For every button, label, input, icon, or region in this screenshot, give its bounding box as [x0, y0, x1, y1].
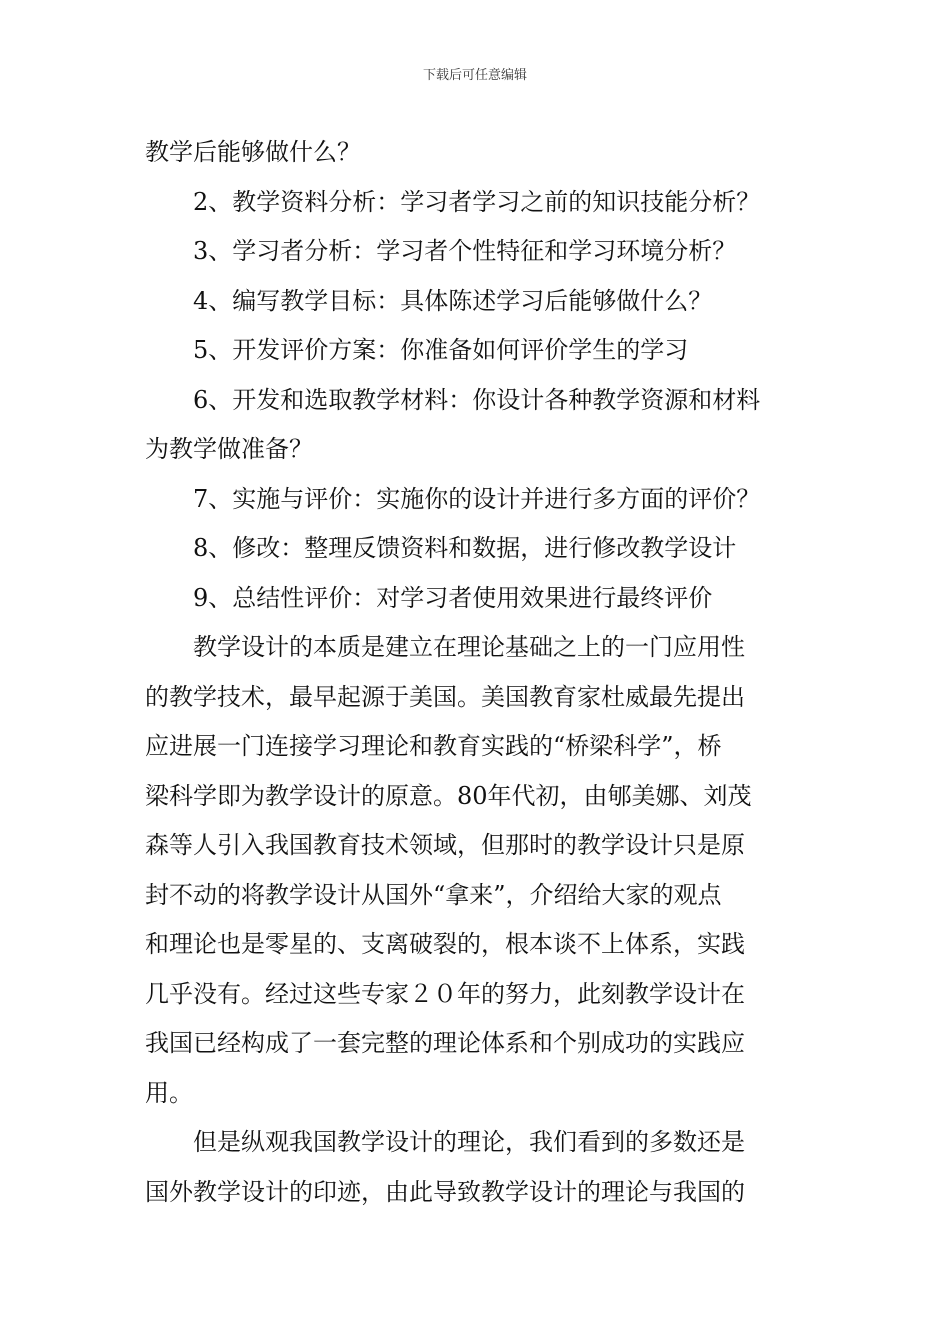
text-line: 2、教学资料分析：学习者学习之前的知识技能分析？	[193, 187, 761, 216]
text-line: 3、学习者分析：学习者个性特征和学习环境分析？	[193, 237, 737, 265]
text-line: 为教学做准备？	[145, 435, 313, 463]
text-line: 封不动的将教学设计从国外“拿来”，介绍给大家的观点	[145, 880, 722, 909]
text-line: 森等人引入我国教育技术领域，但那时的教学设计只是原	[145, 831, 745, 859]
page-header: 下载后可任意编辑	[422, 68, 527, 83]
text-line: 应进展一门连接学习理论和教育实践的“桥梁科学”，桥	[145, 732, 722, 760]
text-line: 国外教学设计的印迹，由此导致教学设计的理论与我国的	[145, 1177, 745, 1206]
text-line: 的教学技术，最早起源于美国。美国教育家杜威最先提出	[145, 682, 745, 711]
text-line: 9、总结性评价：对学习者使用效果进行最终评价	[193, 583, 713, 612]
text-line: 8、修改：整理反馈资料和数据，进行修改教学设计	[193, 534, 737, 562]
text-line: 但是纵观我国教学设计的理论，我们看到的多数还是	[193, 1128, 745, 1156]
text-line: 7、实施与评价：实施你的设计并进行多方面的评价？	[193, 484, 761, 513]
text-line: 我国已经构成了一套完整的理论体系和个别成功的实践应	[145, 1029, 745, 1057]
text-line: 5、开发评价方案：你准备如何评价学生的学习	[193, 336, 689, 364]
text-line: 几乎没有。经过这些专家２０年的努力，此刻教学设计在	[145, 979, 745, 1008]
text-line: 教学后能够做什么？	[145, 138, 361, 166]
text-line: 用。	[145, 1078, 193, 1107]
text-line: 6、开发和选取教学材料：你设计各种教学资源和材料	[193, 385, 761, 414]
text-line: 4、编写教学目标：具体陈述学习后能够做什么？	[193, 286, 713, 315]
body-text	[145, 128, 810, 1217]
text-line: 教学设计的本质是建立在理论基础之上的一门应用性	[193, 633, 745, 661]
text-line: 梁科学即为教学设计的原意。80年代初，由郇美娜、刘茂	[145, 781, 752, 810]
text-line: 和理论也是零星的、支离破裂的，根本谈不上体系，实践	[145, 930, 745, 958]
